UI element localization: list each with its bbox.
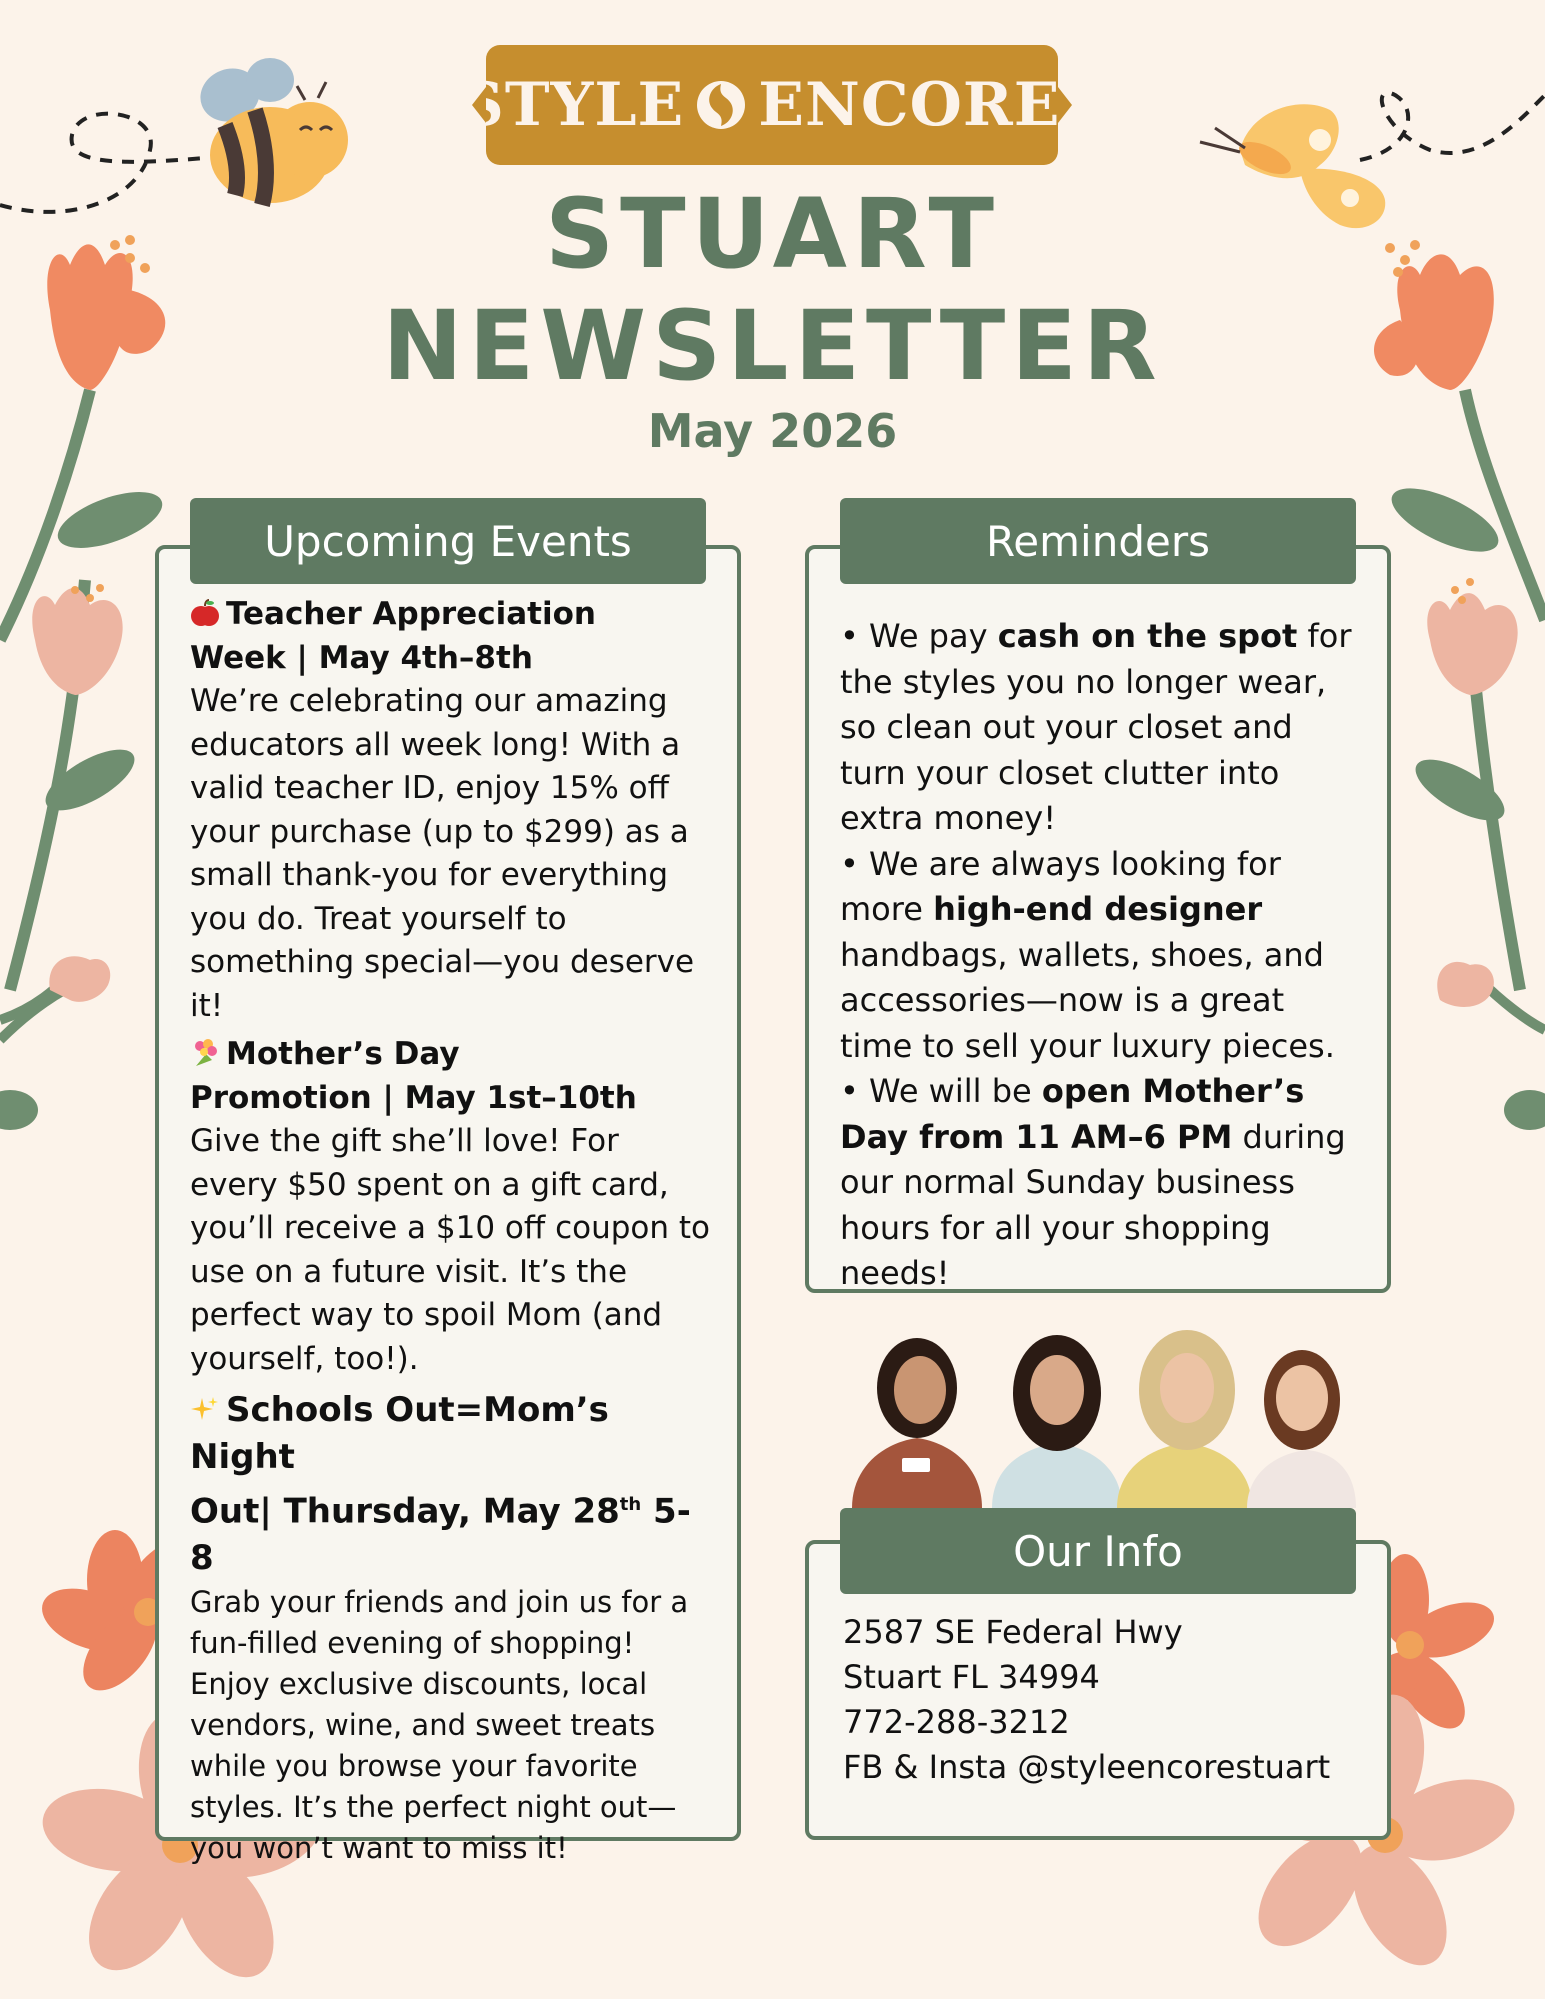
event-moms-night-out [190,1387,710,1869]
event-title: Mother’s Day Promotion | May 1st–10th [190,1036,637,1116]
staff-member-1 [852,1338,982,1508]
pink-tulip-left [32,584,122,695]
staff-member-2 [992,1335,1122,1508]
staff-photo [842,1318,1356,1508]
newsletter-date: May 2026 [647,404,898,458]
newsletter-title-line2: NEWSLETTER [382,290,1163,402]
reminders-heading: Reminders [840,498,1356,584]
logo-word-style: STYLE [460,70,685,140]
events-heading: Upcoming Events [190,498,706,584]
staff-member-4 [1247,1350,1356,1508]
address-line2: Stuart FL 34994 [843,1658,1100,1696]
newsletter-title-line1: STUART [544,178,1000,290]
bouquet-icon [190,1038,220,1068]
reminder-item: • We pay cash on the spot for the styles you no longer wear, so clean out your closet and turn your closet clutter into extra money! [840,617,1352,837]
event-description: We’re celebrating our amazing educators all week long! With a valid teacher ID, enjoy 15% off your purchase (up to $299) as a small thank-you for everything you do. Treat yourself to something special—you deserve it! [190,683,695,1024]
events-list [190,592,710,1869]
social-handle: FB & Insta @styleencorestuart [843,1748,1331,1786]
reminder-item: • We are always looking for more high-end designer handbags, wallets, shoes, and accessories—now is a great time to sell your luxury pieces. [840,844,1335,1065]
reminder-item: • We will be open Mother’s Day from 11 AM–6 PM during our normal Sunday business hours for all your shopping needs! [840,1072,1346,1292]
phone-number: 772-288-3212 [843,1703,1070,1741]
event-teacher-appreciation [190,592,710,1028]
event-description: Give the gift she’ll love! For every $50 spent on a gift card, you’ll receive a $10 off coupon to use on a future visit. It’s the perfect way to spoil Mom (and yourself, too!). [190,1123,711,1377]
logo-registered-mark: ® [1070,80,1084,94]
sparkles-icon [190,1395,220,1425]
event-description: Grab your friends and join us for a fun-filled evening of shopping! Enjoy exclusive discounts, local vendors, wine, and sweet treats while you browse your favorite styles. It’s the perfect night out—you won’t want to miss it! [190,1585,689,1866]
reminders-list [840,614,1360,1297]
info-details [843,1610,1363,1790]
info-heading: Our Info [840,1508,1356,1594]
apple-icon [190,598,220,628]
style-encore-logo [460,45,1084,165]
event-title: Schools Out=Mom’s Night Out| Thursday, May 28th 5-8 [190,1390,691,1579]
event-title: Teacher Appreciation Week | May 4th–8th [190,596,596,676]
logo-word-encore: ENCORE [758,70,1061,140]
butterfly-flight-path [1360,93,1545,160]
logo-emblem-icon [694,78,748,132]
staff-member-3 [1117,1330,1252,1508]
event-mothers-day-promotion [190,1032,710,1381]
pink-tulip-right [1427,578,1517,695]
address-line1: 2587 SE Federal Hwy [843,1613,1183,1651]
